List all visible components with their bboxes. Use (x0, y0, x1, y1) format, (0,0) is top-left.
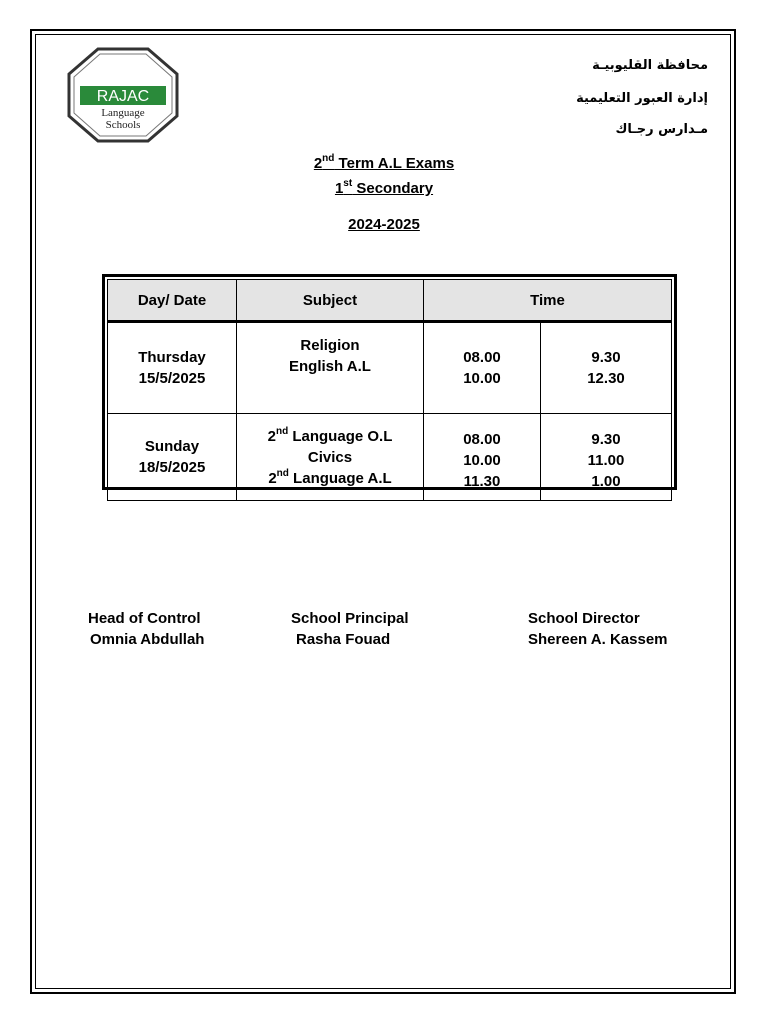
signature-role: School Director (528, 610, 640, 627)
schedule-grid (107, 279, 672, 501)
signature-role: Head of Control (88, 610, 201, 627)
signature-role: School Principal (291, 610, 409, 627)
row1-end-times: 9.30 12.30 (541, 322, 672, 414)
row1-start-times: 08.00 10.00 (424, 322, 541, 414)
page-border (30, 29, 736, 994)
row1-subjects: Religion English A.L (237, 322, 424, 414)
row2-day-date: Sunday 18/5/2025 (108, 414, 237, 501)
row2-start-times: 08.00 10.00 11.30 (424, 414, 541, 501)
row2-end-times: 9.30 11.00 1.00 (541, 414, 672, 501)
row1-day-date: Thursday 15/5/2025 (108, 322, 237, 414)
header-subject: Subject (237, 280, 424, 322)
signature-name: Rasha Fouad (296, 631, 391, 648)
signature-name: Shereen A. Kassem (528, 631, 668, 648)
exam-term-title: 2nd Term A.L Exams (313, 153, 455, 172)
exam-schedule-table (102, 274, 677, 490)
signature-school-principal (291, 608, 409, 650)
school-logo (66, 46, 180, 144)
arabic-administration: إدارة العبور التعليمية (576, 91, 708, 106)
row2-subjects: 2nd Language O.L Civics 2nd Language A.L (237, 414, 424, 501)
arabic-governorate: محافظة القليوبيـة (592, 58, 708, 73)
header-day-date: Day/ Date (108, 280, 237, 322)
logo-line3: Schools (105, 119, 141, 131)
logo-line2: Language (101, 107, 145, 119)
grade-title: 1st Secondary (334, 178, 434, 197)
table-row (108, 322, 672, 414)
table-row (108, 414, 672, 501)
logo-name: RAJAC (96, 88, 150, 105)
table-header-row (108, 280, 672, 322)
header-time: Time (424, 280, 672, 322)
signature-name: Omnia Abdullah (90, 631, 205, 648)
page-border-inner (35, 34, 731, 989)
signature-school-director (528, 608, 668, 650)
arabic-schools: مـدارس رجـاك (615, 122, 708, 137)
signature-head-of-control (88, 608, 204, 650)
rajac-logo-icon (66, 46, 180, 144)
academic-year: 2024-2025 (348, 216, 420, 233)
